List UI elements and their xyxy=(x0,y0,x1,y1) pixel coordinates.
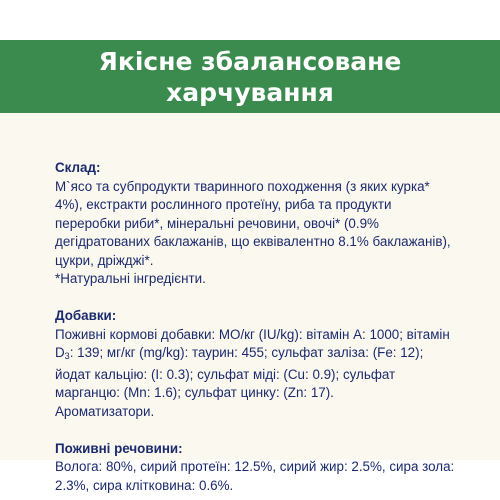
ingredients-text xyxy=(55,159,475,495)
composition-line: переробки риби*, мінеральні речовини, овочі* (0.9% xyxy=(55,215,379,231)
header-title-line-2: харчування xyxy=(166,77,334,107)
header-title-line-1: Якісне збалансоване xyxy=(98,46,402,76)
additives-line: Ароматизатори. xyxy=(55,403,155,419)
composition-line: цукри, дріжджі*. xyxy=(55,252,154,268)
additives-line: Поживні кормові добавки: МО/кг (IU/kg): вітамін А: 1000; вітамін xyxy=(55,326,450,342)
composition-line: 4%), екстракти рослинного протеїну, риба та продукти xyxy=(55,197,392,212)
additives-heading: Добавки: xyxy=(55,308,117,323)
composition-natural-note: *Натуральні інгредієнти. xyxy=(55,271,206,286)
additives-line xyxy=(55,344,475,366)
nutrients-heading: Поживні речовини: xyxy=(55,440,183,456)
additives-line: йодат кальцію: (I: 0.3); сульфат міді: (Cu: 0.9); сульфат xyxy=(55,366,396,382)
nutrients-line: 2.3%, сира клітковина: 0.6%. xyxy=(55,477,234,493)
vitamin-d-letter: D xyxy=(55,345,65,360)
section-spacer xyxy=(55,289,475,308)
ingredients-panel xyxy=(0,113,500,493)
additives-line: марганцю: (Mn: 1.6); сульфат цинку: (Zn: 17). xyxy=(55,385,334,400)
additives-line-rest: : 139; мг/кг (mg/kg): таурин: 455; сульфат заліза: (Fe: 12); xyxy=(69,345,424,360)
composition-line: дегідратованих баклажанів, що еквівалентно 8.1% баклажанів), xyxy=(55,234,451,249)
header-banner xyxy=(0,40,500,113)
composition-line: М`ясо та субпродукти тваринного походження (з яких курка* xyxy=(55,178,430,194)
composition-heading: Склад: xyxy=(55,160,101,175)
vitamin-d-subscript: 3 xyxy=(64,351,70,361)
nutrients-line: Волога: 80%, сирий протеїн: 12.5%, сирий жир: 2.5%, сира зола: xyxy=(55,459,455,474)
section-spacer xyxy=(55,421,475,440)
